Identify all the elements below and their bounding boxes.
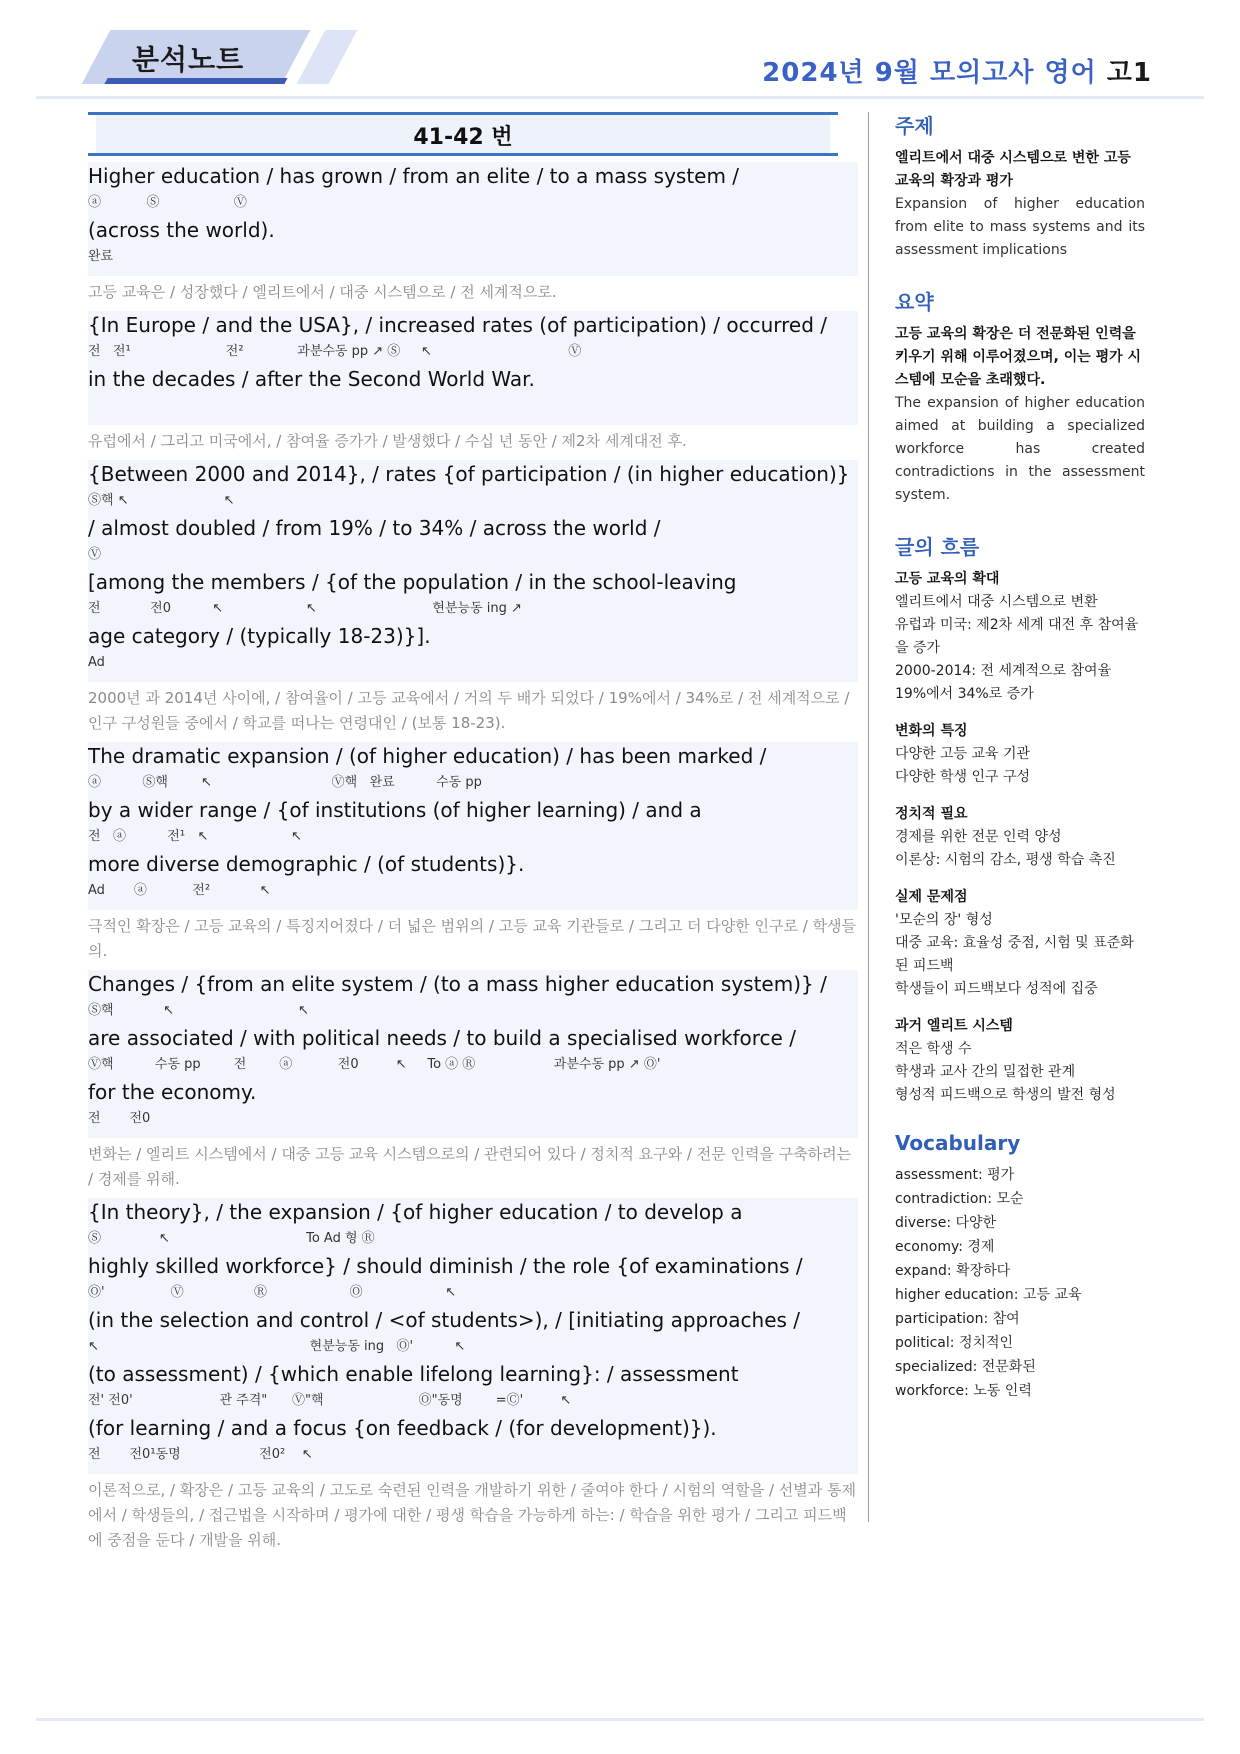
korean-translation: 변화는 / 엘리트 시스템에서 / 대중 고등 교육 시스템으로의 / 관련되어 있다 / 정치적 요구와 / 전문 인력을 구축하려는 / 경제를 위해. <box>88 1145 852 1188</box>
grammar-marks <box>88 391 858 421</box>
grammar-marks: 전 전0 <box>88 1111 151 1126</box>
analysis-column <box>88 112 858 1553</box>
korean-translation: 극적인 확장은 / 고등 교육의 / 특징지어졌다 / 더 넓은 범위의 / 고등 교육 기관들로 / 그리고 더 다양한 인구로 / 학생들의. <box>88 917 857 960</box>
korean-translation: 유럽에서 / 그리고 미국에서, / 참여율 증가가 / 발생했다 / 수십 년 동안 / 제2차 세계대전 후. <box>88 432 687 450</box>
flow-item: 학생들이 피드백보다 성적에 집중 <box>895 981 1098 997</box>
grammar-marks: Ⓢ핵 ↖ ↖ <box>88 1003 309 1018</box>
flow-title: 글의 흐름 <box>895 535 980 559</box>
summary-title: 요약 <box>895 290 934 314</box>
grammar-marks: 완료 <box>88 249 114 264</box>
grammar-marks: Ad ⓐ 전² ↖ <box>88 883 271 898</box>
theme-section <box>895 110 1145 262</box>
sentence-line: The dramatic expansion / (of higher education) / has been marked / <box>88 744 767 768</box>
vocab-item: diverse: 다양한 <box>895 1215 997 1231</box>
korean-translation: 이론적으로, / 확장은 / 고등 교육의 / 고도로 숙련된 인력을 개발하기 위한 / 줄여야 한다 / 시험의 역할을 / 선별과 통제에서 / 학생들의, / 접근법을 시작하며 / 평가에 대한 / 평생 학습을 가능하게 하는: / 학습을 위한 평가 / 그리고 피드백에 중점을 둔다 / 개발을 위해. <box>88 1481 857 1549</box>
korean-translation: 2000년 과 2014년 사이에, / 참여율이 / 고등 교육에서 / 거의 두 배가 되었다 / 19%에서 / 34%로 / 전 세계적으로 / 인구 구성원들 중에서 / 학교를 떠나는 연령대인 / (보통 18-23). <box>88 689 850 732</box>
sentence-line: {Between 2000 and 2014}, / rates {of participation / (in higher education)} <box>88 462 850 486</box>
grammar-marks: ↖ 현분능동 ing Ⓞ' ↖ <box>88 1339 466 1354</box>
vocab-section <box>895 1131 1145 1403</box>
vocab-list <box>895 1163 1145 1403</box>
sentence-line: in the decades / after the Second World War. <box>88 367 535 391</box>
flow-item: 이론상: 시험의 감소, 평생 학습 촉진 <box>895 852 1116 868</box>
sentence-line: (to assessment) / {which enable lifelong learning}: / assessment <box>88 1362 739 1386</box>
question-header <box>88 112 838 156</box>
sentence-line: are associated / with political needs / to build a specialised workforce / <box>88 1026 796 1050</box>
sentence-english <box>88 970 858 1138</box>
sentence-block <box>88 460 858 736</box>
sidebar <box>895 110 1145 1427</box>
sentence-line: age category / (typically 18-23)}]. <box>88 624 431 648</box>
flow-item: 유럽과 미국: 제2차 세계 대전 후 참여율을 증가 <box>895 617 1139 656</box>
flow-heading: 과거 엘리트 시스템 <box>895 1018 1013 1034</box>
grammar-marks: 전' 전0' 관 주격" Ⓥ"핵 Ⓞ"동명 =Ⓒ' ↖ <box>88 1393 572 1408</box>
sentence-line: / almost doubled / from 19% / to 34% / across the world / <box>88 516 661 540</box>
vocab-item: assessment: 평가 <box>895 1167 1015 1183</box>
exam-grade: 고1 <box>1106 58 1152 88</box>
summary-section <box>895 286 1145 507</box>
theme-korean: 엘리트에서 대중 시스템으로 변한 고등 교육의 확장과 평가 <box>895 150 1131 189</box>
vocab-item: expand: 확장하다 <box>895 1263 1011 1279</box>
flow-section <box>895 531 1145 1107</box>
sentence-line: Changes / {from an elite system / (to a mass higher education system)} / <box>88 972 827 996</box>
sentence-line: by a wider range / {of institutions (of higher learning) / and a <box>88 798 702 822</box>
grammar-marks: Ⓥ핵 수동 pp 전 ⓐ 전0 ↖ To ⓐ Ⓡ 과분수동 pp ↗ Ⓞ' <box>88 1057 661 1072</box>
flow-heading: 고등 교육의 확대 <box>895 571 1000 587</box>
korean-translation: 고등 교육은 / 성장했다 / 엘리트에서 / 대중 시스템으로 / 전 세계적으로. <box>88 283 557 301</box>
badge-underline <box>104 78 287 84</box>
grammar-marks: 전 ⓐ 전¹ ↖ ↖ <box>88 829 302 844</box>
vocab-item: workforce: 노동 인력 <box>895 1383 1032 1399</box>
sentence-english <box>88 460 858 682</box>
sentence-line: for the economy. <box>88 1080 257 1104</box>
flow-item: 2000-2014: 전 세계적으로 참여율 19%에서 34%로 증가 <box>895 663 1112 702</box>
vocab-item: economy: 경제 <box>895 1239 995 1255</box>
grammar-marks: Ⓢ ↖ To Ad 형 Ⓡ <box>88 1231 375 1246</box>
flow-item: 경제를 위한 전문 인력 양성 <box>895 829 1062 845</box>
section-badge <box>96 30 346 84</box>
grammar-marks: Ⓥ <box>88 547 102 562</box>
flow-item: 다양한 학생 인구 구성 <box>895 769 1031 785</box>
grammar-marks: ⓐ Ⓢ핵 ↖ Ⓥ핵 완료 수동 pp <box>88 775 482 790</box>
vocab-title: Vocabulary <box>895 1131 1021 1155</box>
flow-heading: 변화의 특징 <box>895 723 968 739</box>
grammar-marks: ⓐ Ⓢ Ⓥ <box>88 195 272 210</box>
flow-list <box>895 568 1145 1107</box>
sentence-list <box>88 162 858 1553</box>
sentence-line: {In Europe / and the USA}, / increased rates (of participation) / occurred / <box>88 313 828 337</box>
flow-item: 엘리트에서 대중 시스템으로 변환 <box>895 594 1098 610</box>
sentence-line: highly skilled workforce} / should diminish / the role {of examinations / <box>88 1254 803 1278</box>
grammar-marks: Ⓢ핵 ↖ ↖ <box>88 493 235 508</box>
flow-item: 학생과 교사 간의 밀접한 관계 <box>895 1064 1076 1080</box>
grammar-marks: 전 전0¹동명 전0² ↖ <box>88 1447 313 1462</box>
flow-item: '모순의 장' 형성 <box>895 912 993 928</box>
header-divider <box>36 96 1204 99</box>
flow-item: 형성적 피드백으로 학생의 발전 형성 <box>895 1087 1116 1103</box>
flow-item: 적은 학생 수 <box>895 1041 972 1057</box>
vocab-item: higher education: 고등 교육 <box>895 1287 1082 1303</box>
question-number: 41-42 번 <box>413 125 513 150</box>
exam-title <box>762 52 1152 89</box>
footer-divider <box>36 1718 1204 1721</box>
sentence-line: (in the selection and control / <of students>), / [initiating approaches / <box>88 1308 801 1332</box>
flow-item: 다양한 고등 교육 기관 <box>895 746 1031 762</box>
summary-english: The expansion of higher education aimed at building a specialized workforce has created contradictions in the assessment system. <box>895 395 1145 503</box>
vocab-item: contradiction: 모순 <box>895 1191 1024 1207</box>
sentence-line: [among the members / {of the population / in the school-leaving <box>88 570 737 594</box>
theme-title: 주제 <box>895 114 934 138</box>
vocab-item: political: 정치적인 <box>895 1335 1014 1351</box>
flow-heading: 정치적 필요 <box>895 806 968 822</box>
grammar-marks: 전 전0 ↖ ↖ 현분능동 ing ↗ <box>88 601 522 616</box>
vocab-item: specialized: 전문화된 <box>895 1359 1036 1375</box>
badge-label: 분석노트 <box>132 43 245 76</box>
sentence-line: (for learning / and a focus {on feedback / (for development)}). <box>88 1416 717 1440</box>
sentence-block <box>88 162 858 305</box>
grammar-marks: 전 전¹ 전² 과분수동 pp ↗ Ⓢ ↖ Ⓥ <box>88 344 582 359</box>
flow-item: 대중 교육: 효율성 중점, 시험 및 표준화된 피드백 <box>895 935 1134 974</box>
sentence-line: more diverse demographic / (of students)}. <box>88 852 525 876</box>
sentence-block <box>88 970 858 1192</box>
sentence-line: {In theory}, / the expansion / {of higher education / to develop a <box>88 1200 743 1224</box>
sentence-block <box>88 742 858 964</box>
grammar-marks: Ad <box>88 655 105 670</box>
sentence-english <box>88 311 858 425</box>
grammar-marks: Ⓞ' Ⓥ Ⓡ Ⓞ ↖ <box>88 1285 457 1300</box>
flow-heading: 실제 문제점 <box>895 889 968 905</box>
sentence-line: Higher education / has grown / from an elite / to a mass system / <box>88 164 740 188</box>
column-divider <box>868 112 869 1522</box>
sentence-line: (across the world). <box>88 218 275 242</box>
sentence-english <box>88 742 858 910</box>
sentence-block <box>88 1198 858 1553</box>
exam-title-text: 2024년 9월 모의고사 영어 <box>762 58 1097 88</box>
sentence-english <box>88 162 858 276</box>
theme-english: Expansion of higher education from elite to mass systems and its assessment implications <box>895 196 1145 258</box>
summary-korean: 고등 교육의 확장은 더 전문화된 인력을 키우기 위해 이루어졌으며, 이는 평가 시스템에 모순을 초래했다. <box>895 326 1142 388</box>
sentence-english <box>88 1198 858 1474</box>
vocab-item: participation: 참여 <box>895 1311 1020 1327</box>
sentence-block <box>88 311 858 454</box>
